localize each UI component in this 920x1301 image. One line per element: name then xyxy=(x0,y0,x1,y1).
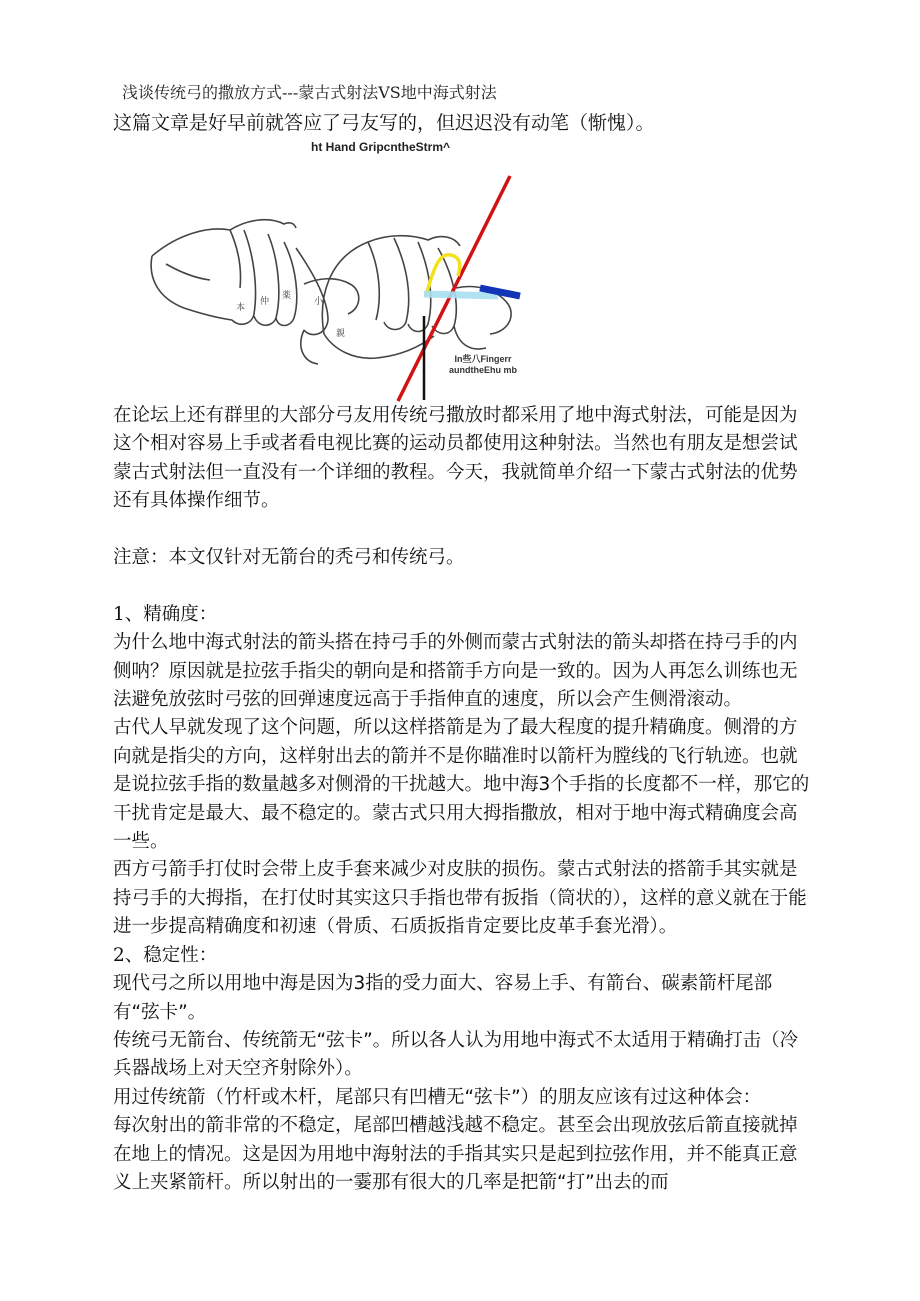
finger-glyph: 仲 xyxy=(260,297,270,307)
document-title: 浅谈传统弓的撒放方式---蒙古式射法VS地中海式射法 xyxy=(122,83,497,102)
figure-label: In些八Fingerr aundtheEhu mb xyxy=(449,354,517,375)
finger-glyphs xyxy=(236,289,345,339)
section-heading: 2、稳定性： xyxy=(113,944,218,966)
paragraph: 用过传统箭（竹杆或木杆，尾部只有凹槽无“弦卡”）的朋友应该有过这种体会： xyxy=(113,1086,762,1108)
finger-glyph: 薬 xyxy=(282,291,292,301)
paragraph: 西方弓箭手打仗时会带上皮手套来减少对皮肤的损伤。蒙古式射法的搭箭手其实就是持弓手的大拇指，在打仗时其实这只手指也带有扳指（筒状的），这样的意义就在于能进一步提高精确度和初速（骨质、石质扳指肯定要比皮革手套光滑）。 xyxy=(113,859,807,938)
paragraph: 传统弓无箭台、传统箭无“弦卡”。所以各人认为用地中海式不太适用于精确打击（冷兵器战场上对天空齐射除外）。 xyxy=(113,1029,799,1080)
section-heading: 1、精确度： xyxy=(113,603,218,625)
left-hand-drawing xyxy=(151,220,359,364)
finger-glyph: 小 xyxy=(314,297,324,307)
finger-glyph: 親 xyxy=(336,329,346,339)
article-body xyxy=(113,402,813,1197)
paragraph: 古代人早就发现了这个问题，所以这样搭箭是为了最大程度的提升精确度。侧滑的方向就是指尖的方向，这样射出去的箭并不是你瞄准时以箭杆为膛线的飞行轨迹。也就是说拉弦手指的数量越多对侧滑的干扰越大。地中海3个手指的长度都不一样，那它的干扰肯定是最大、最不稳定的。蒙古式只用大拇指撒放，相对于地中海式精确度会高一些。 xyxy=(113,717,810,853)
paragraph: 注意：本文仅针对无箭台的秃弓和传统弓。 xyxy=(113,547,465,569)
paragraph: 为什么地中海式射法的箭头搭在持弓手的外侧而蒙古式射法的箭头却搭在持弓手的内侧呐？原因就是拉弦手指尖的朝向是和搭箭手方向是一致的。因为人再怎么训练也无法避免放弦时弓弦的回弹速度远高于手指伸直的速度，所以会产生侧滑滚动。 xyxy=(113,632,798,711)
paragraph: 每次射出的箭非常的不稳定，尾部凹槽越浅越不稳定。甚至会出现放弦后箭直接就掉在地上的情况。这是因为用地中海射法的手指其实只是起到拉弦作用，并不能真正意义上夹紧箭杆。所以射出的一霎那有很大的几率是把箭“打”出去的而 xyxy=(113,1115,798,1193)
hand-grip-figure xyxy=(118,138,538,406)
paragraph: 现代弓之所以用地中海是因为3指的受力面大、容易上手、有箭台、碳素箭杆尾部有“弦卡”。 xyxy=(113,973,773,1023)
paragraph: 在论坛上还有群里的大部分弓友用传统弓撒放时都采用了地中海式射法，可能是因为这个相对容易上手或者看电视比赛的运动员都使用这种射法。当然也有朋友是想尝试蒙古式射法但一直没有一个详细的教程。今天，我就简单介绍一下蒙古式射法的优势还有具体操作细节。 xyxy=(113,405,798,512)
figure-caption: ht Hand GripcntheStrm^ xyxy=(311,140,451,154)
finger-glyph: 本 xyxy=(236,303,246,313)
arrow-shadow-line xyxy=(424,294,498,296)
intro-line: 这篇文章是好早前就答应了弓友写的，但迟迟没有动笔（惭愧）。 xyxy=(113,112,655,134)
